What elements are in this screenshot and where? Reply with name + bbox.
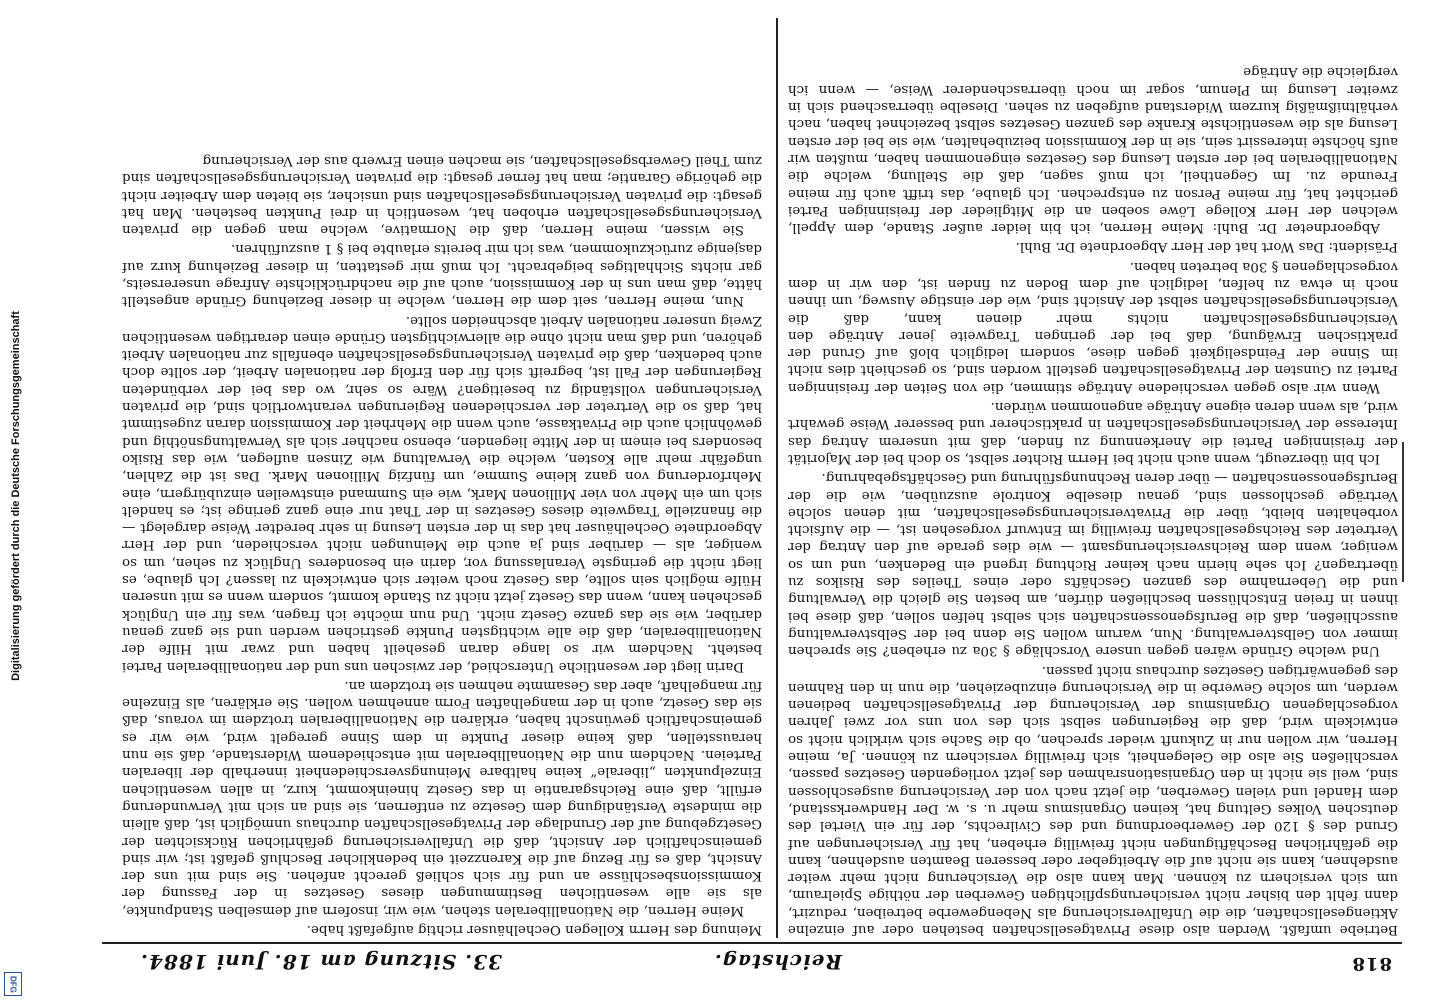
column-divider xyxy=(776,18,778,938)
paragraph: Meine Herren, die Nationalliberalen stehen, wie wir, insofern auf demselben Standpunkte, als sie alle wesentlichen Bestimmungen dieses Gesetzes in der Fassung der Kommissionsbeschlüsse an und für sich schließ gerecht anfehen. Sie sind mit uns der Ansicht, daß es für Bezug auf die Karenzzeit ein bedenklicher Beschluß gefaßt ist; wir sind gemeinschaftlich der Ansicht, daß die Unfallversicherung gefährlichen Rücksichten der Gesetzgebung auf der Grundlage der Privatgesellschaften durchaus unmöglich ist, daß allein die mindeste Verständigung dem Gesetze zu entfernen, sie sind an sich mit Verwunderung erfüllt, daß eine Reichsgarantie in das Gesetz hineinkommt, kurz, in allen wesentlichen Einzelpunkten „liberale“ keine haltbare Meinungsverschiedenheit innerhalb der liberalen Parteien. Nachdem nun die Nationalliberalen mit entschiedenem Widerstande, daß sie nun herausstellen, daß keine dieser Punkte in dem Sinne geregelt wird, wie wir es gemeinschaftlich gewünscht haben, erklären die Nationalliberalen trotzdem im voraus, daß sie das Gesetz, auch in der mangelhaften Form annehmen wollen. Sie erklären, als Einzelne für mangelhaft, aber das Gesammte nehmen sie trotzdem an. xyxy=(122,677,762,918)
paragraph: Präsident: Das Wort hat der Herr Abgeordnete Dr. Buhl. xyxy=(1015,239,1398,255)
dfg-credit-strip xyxy=(0,0,24,1000)
margin-rule xyxy=(1402,442,1404,582)
dfg-logo: DFG xyxy=(4,972,22,996)
rotated-newspaper-page xyxy=(92,0,1422,1000)
paragraph: Wenn wir also gegen verschiedene Anträge stimmen, die von Seiten der freisinnigen Partei zu Gunsten der Privatgesellschaften gestellt worden sind, so geschieht dies nicht im Sinne der Feindseligkeit gegen diese, sondern lediglich bloß auf Grund der praktischen Erwägung, daß bei der geringen Tragweite jener Anträge den Versicherungsgesellschaften nichts mehr dienen kann, daß die Versicherungsgesellschaften selbst der Ansicht sind, wie der einstige Ausweg, um ihnen noch in etwa zu helfen, lediglich auf dem Boden zu finden ist, den wir in dem vorgeschlagenen § 30a betreten haben. xyxy=(788,258,1398,395)
paragraph: Und welche Gründe wären gegen unsere Vorschläge § 30a zu erheben? Sie sprechen immer von Gelbstverwaltung. Nun, warum wollen Sie denn bei der Selbstverwaltung ausschließen, daß die Berufsgenossenschaften sich selbst helfen sollen, daß diese bei ihnen in freien Entschlüssen beschließen dürfen, am besten Sie gleich die Verwaltung und die Uebernahme des ganzen Geschäfts oder eines Theiles des Risikos zu übertragen? Ich sehe hierin nach keiner Richtung irgend ein Bedenken, und um so weniger, wenn dem Reichsversicherungsamt — wie dies gerade auf den Antrag der Vertreter des Reichsgesellschaften freiwillig im Entwurf vorgesehen ist, — die Aufsicht vorbehalten bleibt, über die Privatversicherungsgesellschaften, mit denen solche Verträge geschlossen sind, genau dieselbe Kontrole auszuüben, wie die der Berufsgenossenschaften — über deren Rechnungsführung und Geschäftsgebahrung. xyxy=(788,470,1398,659)
paragraph: Nun, meine Herren, seit dem die Herren, welche in dieser Beziehung Gründe angestellt hätte, daß man uns in der Kommission, auch auf die nachdrücklichste Anfrage unsererseits, gar nichts Sichhaltiges beigebracht. Ich muß mir gestatten, in dieser Beziehung kurz auf dasjenige zurückzukommen, was ich mir bereits erlaubte bei § 1 auszuführen. xyxy=(122,241,762,309)
paragraph: Meinung des Herrn Kollegen Oechelhäuser richtig aufgefaßt habe. xyxy=(306,922,762,937)
paragraph: Ich bin überzeugt, wenn auch nicht bei Herrn Richter selbst, so doch bei der Majorität der freisinnigen Partei die Anerkennung zu finden, daß mit unserem Antrag das Interesse der Versicherungsgesellschaften in praktischerer und besserer Weise gewahrt wird, als wenn deren eigene Anträge angenommen würden. xyxy=(788,399,1398,466)
paragraph: Betriebe umfaßt. Werden also diese Privatgesellschaften bestehen oder auf einzelne Aktiengesellschaften, die die Unfallversicherung als Nebengewerbe betreiben, reduzirt, dann fehlt den bisher nicht versicherungspflichtigen Gewerben der nöthige Spielraum, um sich versichern zu können. Man kann also die Versicherung nicht mehr weiter ausdehnen, kann sie nicht auf die Arbeitgeber oder besseren Beamten ausdehnen, kann die gefährlichen Beschäftigungen nicht freiwillig erheben, hat für Versicherungen auf Grund des § 120 der Gewerbeordnung und des Civilrechts, der für ein Viertel des deutschen Volkes Geltung hat, keinen Organismus mehr u. s. w. Der Handwerksstand, dem Handel und vielen Gewerben, die jetzt nach von der Versicherung ausgeschlossen sind, weil sie nicht in den Organisationsrahmen des jetzt vorliegenden Gesetzes passen, verschließen Sie also die Gelegenheit, sich freiwillig versichern zu können. Ja, meine Herren, wir wollen nur in Zukunft wieder sprechen, ob die Sache sich wirklich nicht so entwickeln wird, daß die Regierungen selbst sich des von uns vor zwei Jahren vorgeschlagenen Organismus der Versicherung der Privatgesellschaften bedienen werden, um solche Gewerbe in die Versicherung einzubeziehen, die nun in den Rahmen des gegenwärtigen Gesetzes durchaus nicht passen. xyxy=(788,662,1398,937)
text-column-left xyxy=(788,18,1398,938)
paragraph: Darin liegt der wesentliche Unterschied, der zwischen uns und der nationalliberalen Partei besteht. Nachdem wir so lange daran geseheilt haben und zwar mit Hilfe der Nationalliberalen, daß die alle wichtigsten Punkte gestrichen werden und sie ganz genau darüber, wie sie das ganze Gesetz nicht. Und nun möchte ich fragen, was für ein Unglück geschehen kann, wenn das Gesetz jetzt nicht zu Stande kommt, sondern wenn es mit unseren Hülfe möglich sein sollte, das Gesetz noch weiter sich entwickeln zu lassen? Ich glaube, es liegt nicht die geringste Veranlassung vor, darin ein besonderes Unglück zu sehen, um so weniger, als — darüber sind ja auch die Meinungen nicht verschieden, und der Herr Abgeordnete Oechelhäuser hat das in der ersten Lesung in sehr beredter Weise dargelegt — die finanzielle Tragweite dieses Gesetzes in der That nur eine ganz geringe ist; es handelt sich um ein Mehr von vier Millionen Mark, wie ein Summand einstweilen einzubürgern, eine Mehrforderung von ganz kleine Summe, um fünfzig Millionen Mark. Das ist die Zahlen, ungefähr mehr alle Kosten, welche die Verwaltung wie Zinsen auflegen, wie das Risiko besonders bei einem in der Mitte liegenden, ebenso nachher sich als Verwaltungsnöthig und gewöhnlich auch die Privatkasse, auch wenn die Mehrheit der Kommission daran zugestimmt hat, daß so die Vertreter der verschiedenen Regierungen verantwortlich sind, die privaten Versicherungen vollständig zu beseitigen? Wäre so sehr, wo das bei der verbündeten Regierungen der Fall ist, begreift sich für den Erfolg der nationalen Arbeit, der sollte doch auch bedenken, daß die privaten Versicherungsgesellschaften ebenfalls zur nationalen Arbeit gehören, und daß man nicht ohne die allerwichtigsten Gründe einen derartigen wesentlichen Zweig unserer nationalen Arbeit abschneiden sollte. xyxy=(122,312,762,674)
funding-credit: Digitalisierung gefördert durch die Deutsche Forschungsgemeinschaft xyxy=(10,311,22,681)
paragraph: Sie wissen, meine Herren, daß die Normative, welche man gegen die privaten Versicherungsgesellschaften erhoben hat, wesentlich in drei Punkten bestehen. Man hat gesagt: die privaten Versicherungsgesellschaften sind unsicher, sie bieten dem Arbeiter nicht die gehörige Garantie; man hat ferner gesagt: die privaten Versicherungsgesellschaften sind zum Theil Gewerbsgesellschaften, sie machen einen Erwerb aus der Versicherung xyxy=(122,152,762,238)
paragraph: Abgeordneter Dr. Buhl: Meine Herren, ich bin leider außer Stande, dem Appell, welchen der Herr Kollege Löwe soeben an die Mitglieder der freisinnigen Partei gerichtet hat, für meine Person zu entsprechen. Ich glaube, das trifft auch für meine Freunde zu. Im Gegentheil, ich muß sagen, daß die Stellung, welche die Nationalliberalen bei der ersten Lesung des Gesetzes eingenommen haben, mußten wir aufs höchste interessirt sein, sie in der Kommission beizubehalten, wie sie bei der ersten Lesung als die wesentlichste Kranke des ganzen Gesetzes selbst bezeichnet haben, nach verhältnißmäßig kurzem Widerstand aufgeben zu sehen. Dieselbe überraschend sich in zweiter Lesung im Plenum, sogar im noch überraschenderer Weise, — wenn ich vergleiche die Anträge xyxy=(788,64,1398,236)
page-number: 818 xyxy=(1351,953,1392,974)
session-date: 33. Sitzung am 18. Juni 1884. xyxy=(140,950,502,974)
publication-title: Reichstag. xyxy=(713,950,842,974)
page-header xyxy=(102,942,1402,978)
text-column-right xyxy=(122,18,762,938)
